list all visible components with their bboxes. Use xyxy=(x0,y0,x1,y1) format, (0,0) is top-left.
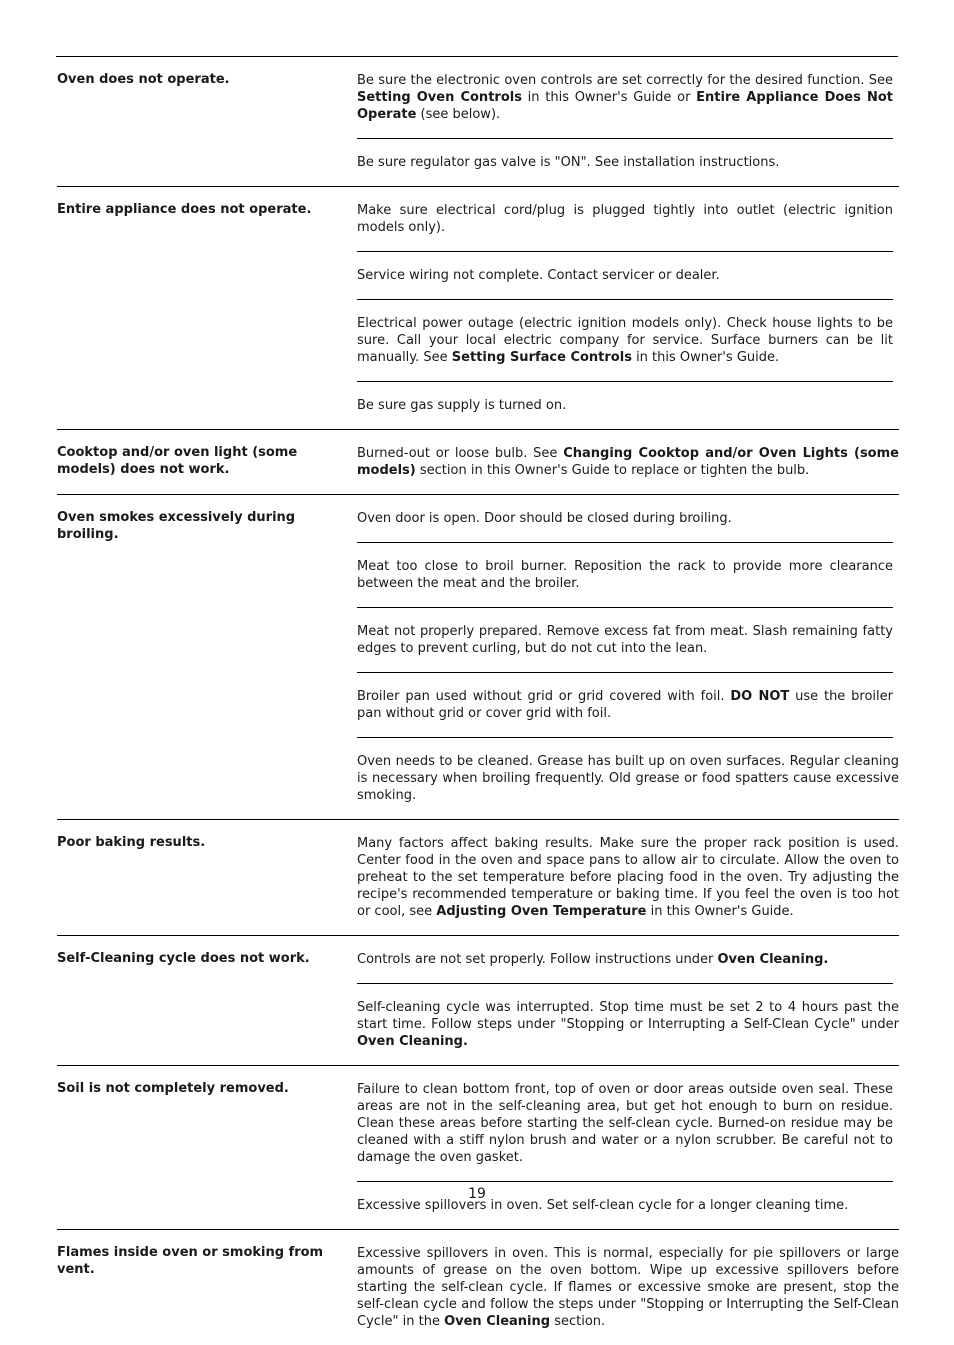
solution-segment: Service wiring not complete. Contact servicer or dealer. xyxy=(357,268,720,283)
solution-text xyxy=(357,495,893,543)
solution-list xyxy=(357,495,899,819)
solution-segment: in this Owner's Guide or xyxy=(521,90,697,105)
solution-segment: Failure to clean bottom front, top of oven or door areas outside oven seal. These areas are not in the self-cleaning area, but get hot enough to burn on residue. Clean these areas before starting the self-clean cycle. Burned-on residue may be cleaned with a stiff nylon brush and water or a nylon scrubber. Be careful not to damage the oven gasket. xyxy=(357,1082,893,1165)
table-row xyxy=(57,187,899,430)
solution-text xyxy=(357,936,893,984)
solution-text xyxy=(357,187,893,252)
solution-segment: Broiler pan used without grid or grid covered with foil. xyxy=(357,689,731,704)
solution-segment: in this Owner's Guide. xyxy=(646,904,794,919)
problem-label: Poor baking results. xyxy=(57,835,206,850)
solution-segment: section. xyxy=(550,1314,606,1329)
table-row xyxy=(57,820,899,936)
solution-text xyxy=(357,608,893,673)
problem-label: Flames inside oven or smoking from vent. xyxy=(57,1245,324,1277)
solution-list xyxy=(357,430,899,494)
solution-reference: Setting Oven Controls xyxy=(357,90,522,105)
solution-list xyxy=(357,820,899,935)
problem-label: Entire appliance does not operate. xyxy=(57,202,312,217)
problem-label: Self-Cleaning cycle does not work. xyxy=(57,951,310,966)
solution-reference: Setting Surface Controls xyxy=(451,350,632,365)
solution-segment: use the broiler pan without grid or cover grid with foil. xyxy=(357,689,893,721)
solution-text xyxy=(357,139,899,186)
solution-text xyxy=(357,738,899,819)
solution-text xyxy=(357,382,899,429)
solution-segment: Be sure gas supply is turned on. xyxy=(357,398,567,413)
solution-segment: Oven needs to be cleaned. Grease has built up on oven surfaces. Regular cleaning is necessary when broiling frequently. Old grease or food spatters cause excessive smoking. xyxy=(357,754,899,803)
problem-label: Cooktop and/or oven light (some models) does not work. xyxy=(57,445,298,477)
solution-list xyxy=(357,57,899,186)
table-row xyxy=(57,1066,899,1230)
solution-segment: Excessive spillovers in oven. This is normal, especially for pie spillovers or large amounts of grease on the oven bottom. Wipe up excessive spillovers before starting the self-clean cycle. If flames or excessive smoke are present, stop the self-clean cycle and follow the steps under "Stopping or Interrupting the Self-Clean Cycle" in the xyxy=(357,1246,899,1329)
solution-reference: Changing Cooktop and/or Oven Lights (some models) xyxy=(357,446,899,478)
solution-segment: Controls are not set properly. Follow instructions under xyxy=(357,952,718,967)
solution-text xyxy=(357,430,899,494)
page-number: 19 xyxy=(468,1186,486,1202)
solution-segment: Many factors affect baking results. Make sure the proper rack position is used. Center food in the oven and space pans to allow air to circulate. Allow the oven to preheat to the set temperature before placing food in the oven. Try adjusting the recipe's recommended temperature or baking time. If you feel the oven is too hot or cool, see xyxy=(357,836,899,919)
solution-text xyxy=(357,1230,899,1345)
solution-text xyxy=(357,57,893,139)
table-row xyxy=(57,936,899,1066)
solution-segment: Oven door is open. Door should be closed during broiling. xyxy=(357,511,732,526)
solution-reference: DO NOT xyxy=(730,689,790,704)
solution-segment: Be sure the electronic oven controls are set correctly for the desired function. See xyxy=(357,73,893,88)
solution-segment: section in this Owner's Guide to replace or tighten the bulb. xyxy=(415,463,810,478)
solution-segment: Meat too close to broil burner. Reposition the rack to provide more clearance between the meat and the broiler. xyxy=(357,559,893,591)
solution-segment: Meat not properly prepared. Remove excess fat from meat. Slash remaining fatty edges to prevent curling, but do not cut into the lean. xyxy=(357,624,893,656)
solution-text xyxy=(357,252,893,300)
solution-list xyxy=(357,187,899,429)
solution-list xyxy=(357,1066,899,1229)
solution-text xyxy=(357,820,899,935)
table-row xyxy=(57,495,899,820)
solution-segment: Self-cleaning cycle was interrupted. Stop time must be set 2 to 4 hours past the start time. Follow steps under "Stopping or Interrupting a Self-Clean Cycle" under xyxy=(357,1000,899,1032)
table-row xyxy=(57,57,899,187)
solution-segment: Be sure regulator gas valve is "ON". See installation instructions. xyxy=(357,155,780,170)
solution-text xyxy=(357,1066,893,1182)
solution-text xyxy=(357,984,899,1065)
solution-reference: Entire Appliance Does Not Operate xyxy=(357,90,893,122)
table-row xyxy=(57,430,899,495)
table-row xyxy=(57,1230,899,1345)
solution-reference: Adjusting Oven Temperature xyxy=(436,904,647,919)
solution-text xyxy=(357,300,893,382)
solution-reference: Oven Cleaning xyxy=(444,1314,551,1329)
solution-text xyxy=(357,673,893,738)
solution-list xyxy=(357,936,899,1065)
solution-reference: Oven Cleaning. xyxy=(357,1034,468,1049)
solution-segment: (see below). xyxy=(416,107,501,122)
solution-segment: Burned-out or loose bulb. See xyxy=(357,446,564,461)
solution-segment: Make sure electrical cord/plug is plugged tightly into outlet (electric ignition models only). xyxy=(357,203,893,235)
problem-label: Oven smokes excessively during broiling. xyxy=(57,510,296,542)
solution-segment: Excessive spillovers in oven. Set self-clean cycle for a longer cleaning time. xyxy=(357,1198,849,1213)
troubleshooting-table xyxy=(57,57,899,1345)
solution-reference: Oven Cleaning. xyxy=(717,952,829,967)
solution-list xyxy=(357,1230,899,1345)
problem-label: Soil is not completely removed. xyxy=(57,1081,289,1096)
solution-text xyxy=(357,543,893,608)
solution-segment: in this Owner's Guide. xyxy=(631,350,780,365)
problem-label: Oven does not operate. xyxy=(57,72,230,87)
solution-segment: Electrical power outage (electric ignition models only). Check house lights to be sure. Call your local electric company for service. Surface burners can be lit manually. See xyxy=(357,316,893,365)
